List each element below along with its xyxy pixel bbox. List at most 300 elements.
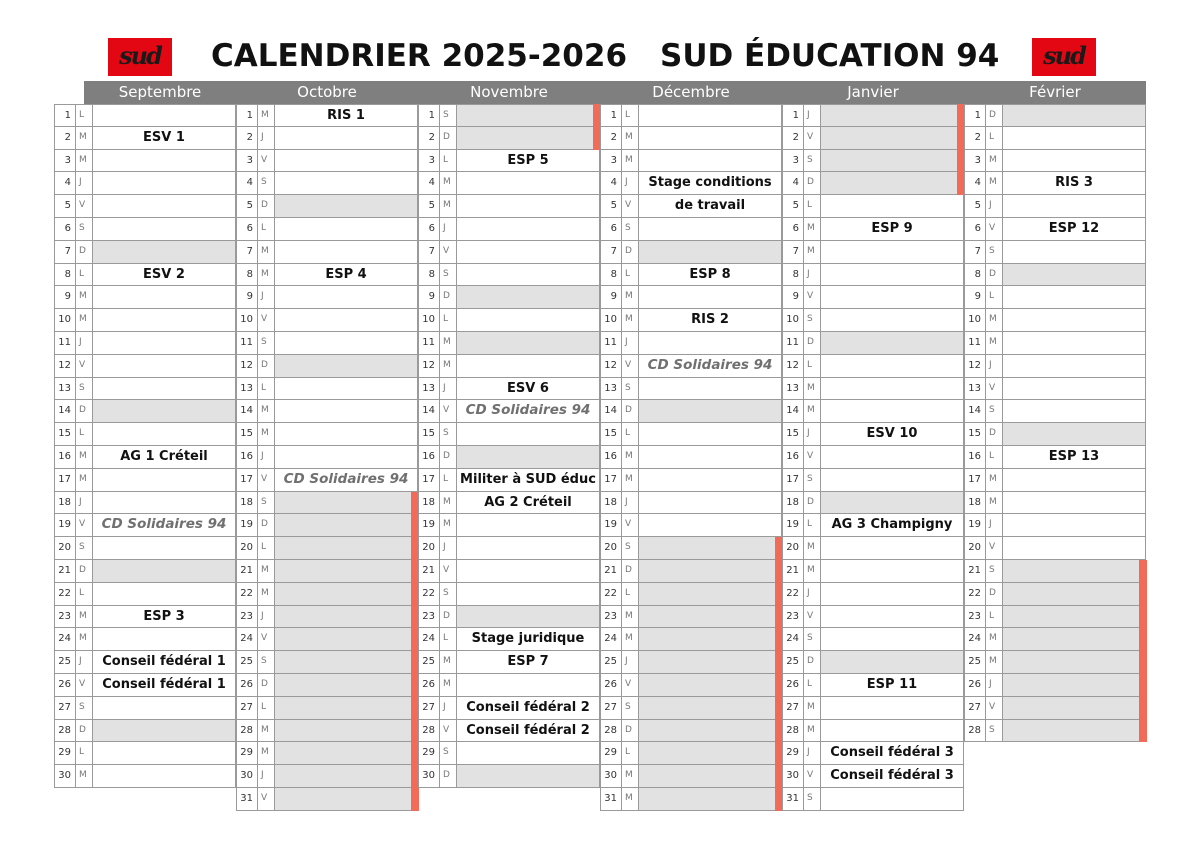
day-number: 9	[236, 286, 258, 309]
day-row	[782, 788, 964, 811]
event-cell	[275, 241, 418, 264]
weekday-letter: S	[622, 537, 639, 560]
day-row	[964, 172, 1146, 195]
event-cell	[93, 172, 236, 195]
weekday-letter: S	[440, 742, 457, 765]
day-number: 23	[54, 606, 76, 629]
event-cell: Conseil fédéral 2	[457, 697, 600, 720]
day-row	[236, 104, 418, 127]
weekday-letter: L	[258, 378, 275, 401]
day-row	[236, 788, 418, 811]
day-number: 15	[418, 423, 440, 446]
weekday-letter: V	[440, 720, 457, 743]
event-cell	[639, 606, 782, 629]
event-cell: AG 3 Champigny	[821, 514, 964, 537]
weekday-letter: M	[622, 606, 639, 629]
weekday-letter: J	[440, 218, 457, 241]
day-row	[782, 651, 964, 674]
event-cell	[1003, 264, 1146, 287]
day-number: 1	[418, 104, 440, 127]
event-cell	[639, 400, 782, 423]
weekday-letter: M	[258, 423, 275, 446]
weekday-letter: V	[440, 560, 457, 583]
day-number: 6	[782, 218, 804, 241]
day-row	[600, 560, 782, 583]
event-cell	[93, 423, 236, 446]
event-cell	[639, 446, 782, 469]
event-cell	[275, 172, 418, 195]
weekday-letter: S	[804, 469, 821, 492]
day-number: 12	[418, 355, 440, 378]
weekday-letter: J	[258, 765, 275, 788]
day-number: 28	[54, 720, 76, 743]
weekday-letter: M	[804, 560, 821, 583]
event-cell	[93, 309, 236, 332]
day-row	[54, 583, 236, 606]
weekday-letter: M	[440, 172, 457, 195]
day-number: 8	[600, 264, 622, 287]
weekday-letter: S	[76, 218, 93, 241]
day-row	[54, 765, 236, 788]
event-cell	[93, 742, 236, 765]
day-number: 6	[418, 218, 440, 241]
month-header: Novembre	[418, 81, 600, 104]
day-row	[418, 286, 600, 309]
weekday-letter: L	[76, 742, 93, 765]
event-cell	[275, 514, 418, 537]
day-number: 20	[782, 537, 804, 560]
day-row	[236, 560, 418, 583]
weekday-letter: S	[986, 400, 1003, 423]
day-number: 4	[600, 172, 622, 195]
day-number: 26	[782, 674, 804, 697]
weekday-letter: S	[76, 378, 93, 401]
day-number: 25	[600, 651, 622, 674]
day-number: 15	[964, 423, 986, 446]
weekday-letter: L	[440, 628, 457, 651]
event-cell	[457, 423, 600, 446]
day-row	[964, 104, 1146, 127]
day-number: 29	[600, 742, 622, 765]
day-number: 25	[782, 651, 804, 674]
event-cell: Conseil fédéral 3	[821, 742, 964, 765]
day-row	[418, 560, 600, 583]
day-row	[54, 241, 236, 264]
weekday-letter: M	[440, 674, 457, 697]
weekday-letter: L	[986, 446, 1003, 469]
day-row	[236, 218, 418, 241]
event-cell	[93, 400, 236, 423]
event-cell	[639, 332, 782, 355]
weekday-letter: D	[804, 651, 821, 674]
day-number: 7	[236, 241, 258, 264]
weekday-letter: V	[258, 150, 275, 173]
weekday-letter: D	[440, 765, 457, 788]
weekday-letter: J	[258, 127, 275, 150]
weekday-letter: L	[622, 583, 639, 606]
weekday-letter: M	[986, 492, 1003, 515]
event-cell: Conseil fédéral 1	[93, 651, 236, 674]
event-cell	[93, 628, 236, 651]
day-row	[782, 423, 964, 446]
event-cell	[457, 355, 600, 378]
day-number: 23	[418, 606, 440, 629]
day-number: 2	[418, 127, 440, 150]
day-number: 3	[600, 150, 622, 173]
day-row	[782, 514, 964, 537]
day-number: 26	[600, 674, 622, 697]
weekday-letter: M	[258, 400, 275, 423]
day-row	[782, 720, 964, 743]
day-row	[964, 423, 1146, 446]
weekday-letter: M	[986, 332, 1003, 355]
day-number: 12	[54, 355, 76, 378]
day-row	[964, 651, 1146, 674]
event-cell	[821, 400, 964, 423]
day-row	[54, 332, 236, 355]
day-row	[236, 264, 418, 287]
event-cell	[93, 492, 236, 515]
weekday-letter: M	[76, 469, 93, 492]
day-row	[782, 628, 964, 651]
weekday-letter: M	[258, 742, 275, 765]
day-row	[418, 514, 600, 537]
day-number: 1	[236, 104, 258, 127]
day-number: 15	[54, 423, 76, 446]
weekday-letter: M	[986, 651, 1003, 674]
day-row	[782, 378, 964, 401]
month-décembre	[600, 81, 782, 811]
weekday-letter: V	[804, 446, 821, 469]
day-row	[600, 674, 782, 697]
day-number: 30	[54, 765, 76, 788]
day-number: 31	[236, 788, 258, 811]
day-number: 22	[600, 583, 622, 606]
weekday-letter: D	[440, 286, 457, 309]
day-row	[54, 514, 236, 537]
weekday-letter: M	[986, 150, 1003, 173]
day-number: 23	[782, 606, 804, 629]
day-row	[236, 720, 418, 743]
month-header: Février	[964, 81, 1146, 104]
weekday-letter: V	[804, 765, 821, 788]
event-cell	[93, 104, 236, 127]
day-row	[418, 218, 600, 241]
weekday-letter: M	[440, 514, 457, 537]
event-cell: CD Solidaires 94	[457, 400, 600, 423]
day-row	[54, 104, 236, 127]
event-cell	[1003, 127, 1146, 150]
weekday-letter: D	[622, 241, 639, 264]
weekday-letter: M	[258, 241, 275, 264]
day-number: 30	[236, 765, 258, 788]
day-row	[782, 697, 964, 720]
day-number: 28	[782, 720, 804, 743]
day-row	[600, 628, 782, 651]
day-row	[418, 172, 600, 195]
day-number: 4	[54, 172, 76, 195]
day-row	[782, 765, 964, 788]
day-number: 14	[236, 400, 258, 423]
day-row	[418, 651, 600, 674]
weekday-letter: S	[76, 537, 93, 560]
day-row	[782, 492, 964, 515]
weekday-letter: M	[804, 218, 821, 241]
page-title: CALENDRIER 2025-2026	[211, 38, 628, 74]
event-cell	[93, 218, 236, 241]
day-row	[236, 286, 418, 309]
event-cell	[275, 355, 418, 378]
weekday-letter: L	[804, 514, 821, 537]
event-cell	[275, 309, 418, 332]
day-row	[418, 264, 600, 287]
day-number: 24	[54, 628, 76, 651]
day-number: 13	[54, 378, 76, 401]
day-row	[600, 537, 782, 560]
event-cell	[639, 560, 782, 583]
event-cell: ESV 1	[93, 127, 236, 150]
month-header: Septembre	[84, 81, 236, 104]
day-row	[964, 674, 1146, 697]
event-cell	[275, 400, 418, 423]
weekday-letter: M	[258, 583, 275, 606]
event-cell	[93, 378, 236, 401]
day-number: 5	[782, 195, 804, 218]
day-number: 29	[236, 742, 258, 765]
day-row	[964, 606, 1146, 629]
event-cell	[457, 742, 600, 765]
day-row	[600, 309, 782, 332]
day-row	[782, 309, 964, 332]
day-number: 26	[964, 674, 986, 697]
day-row	[964, 286, 1146, 309]
event-cell	[457, 674, 600, 697]
event-cell	[93, 560, 236, 583]
weekday-letter: V	[258, 469, 275, 492]
day-row	[418, 150, 600, 173]
event-cell	[821, 355, 964, 378]
day-number: 22	[964, 583, 986, 606]
weekday-letter: M	[622, 309, 639, 332]
day-number: 8	[54, 264, 76, 287]
weekday-letter: S	[258, 172, 275, 195]
weekday-letter: L	[622, 742, 639, 765]
event-cell	[639, 469, 782, 492]
day-row	[54, 400, 236, 423]
day-row	[236, 195, 418, 218]
day-row	[600, 264, 782, 287]
weekday-letter: J	[804, 583, 821, 606]
day-number: 15	[782, 423, 804, 446]
event-cell: AG 1 Créteil	[93, 446, 236, 469]
weekday-letter: V	[622, 195, 639, 218]
event-cell	[639, 423, 782, 446]
day-number: 16	[236, 446, 258, 469]
event-cell	[821, 560, 964, 583]
day-number: 19	[54, 514, 76, 537]
day-number: 18	[964, 492, 986, 515]
weekday-letter: M	[76, 765, 93, 788]
weekday-letter: J	[76, 651, 93, 674]
day-number: 11	[236, 332, 258, 355]
event-cell	[1003, 469, 1146, 492]
event-cell	[275, 788, 418, 811]
day-number: 2	[782, 127, 804, 150]
event-cell	[275, 195, 418, 218]
day-row	[54, 469, 236, 492]
day-number: 22	[236, 583, 258, 606]
weekday-letter: J	[622, 172, 639, 195]
weekday-letter: V	[986, 697, 1003, 720]
event-cell	[275, 446, 418, 469]
day-row	[600, 788, 782, 811]
weekday-letter: M	[622, 446, 639, 469]
day-number: 14	[964, 400, 986, 423]
day-number: 16	[782, 446, 804, 469]
day-row	[418, 446, 600, 469]
day-row	[54, 560, 236, 583]
weekday-letter: D	[76, 400, 93, 423]
day-row	[54, 446, 236, 469]
event-cell	[1003, 104, 1146, 127]
event-cell	[639, 104, 782, 127]
event-cell: ESP 9	[821, 218, 964, 241]
event-cell	[275, 150, 418, 173]
weekday-letter: V	[76, 195, 93, 218]
day-number: 6	[236, 218, 258, 241]
event-cell	[1003, 423, 1146, 446]
event-cell	[275, 492, 418, 515]
weekday-letter: J	[258, 286, 275, 309]
day-row	[782, 742, 964, 765]
event-cell	[275, 583, 418, 606]
day-row	[418, 492, 600, 515]
day-number: 18	[600, 492, 622, 515]
weekday-letter: M	[622, 150, 639, 173]
day-row	[782, 583, 964, 606]
event-cell	[1003, 514, 1146, 537]
weekday-letter: M	[76, 606, 93, 629]
weekday-letter: D	[986, 264, 1003, 287]
weekday-letter: M	[440, 492, 457, 515]
day-row	[418, 309, 600, 332]
event-cell	[457, 218, 600, 241]
day-row	[964, 446, 1146, 469]
day-row	[964, 195, 1146, 218]
day-number: 8	[964, 264, 986, 287]
day-row	[782, 355, 964, 378]
event-cell	[639, 218, 782, 241]
day-row	[782, 127, 964, 150]
day-row	[236, 606, 418, 629]
day-row	[600, 720, 782, 743]
day-row	[782, 446, 964, 469]
day-row	[782, 264, 964, 287]
day-number: 14	[54, 400, 76, 423]
day-number: 30	[782, 765, 804, 788]
event-cell	[639, 628, 782, 651]
weekday-letter: V	[622, 674, 639, 697]
day-number: 3	[236, 150, 258, 173]
weekday-letter: L	[986, 606, 1003, 629]
day-row	[600, 150, 782, 173]
day-row	[782, 332, 964, 355]
month-novembre	[418, 81, 600, 788]
day-row	[236, 651, 418, 674]
day-row	[236, 628, 418, 651]
day-number: 24	[782, 628, 804, 651]
day-row	[964, 332, 1146, 355]
day-number: 6	[54, 218, 76, 241]
weekday-letter: V	[76, 355, 93, 378]
weekday-letter: J	[440, 537, 457, 560]
day-row	[782, 241, 964, 264]
day-row	[600, 104, 782, 127]
event-cell	[1003, 286, 1146, 309]
event-cell: ESP 4	[275, 264, 418, 287]
weekday-letter: S	[804, 628, 821, 651]
day-number: 29	[418, 742, 440, 765]
day-row	[600, 514, 782, 537]
weekday-letter: S	[804, 788, 821, 811]
day-row	[782, 537, 964, 560]
day-row	[54, 378, 236, 401]
day-row	[418, 697, 600, 720]
day-number: 8	[418, 264, 440, 287]
month-octobre	[236, 81, 418, 811]
event-cell	[275, 606, 418, 629]
day-row	[600, 492, 782, 515]
event-cell	[639, 720, 782, 743]
month-janvier	[782, 81, 964, 811]
day-row	[236, 742, 418, 765]
weekday-letter: S	[986, 241, 1003, 264]
school-holiday-bar	[1139, 560, 1147, 742]
day-row	[418, 720, 600, 743]
event-cell	[93, 537, 236, 560]
day-number: 8	[782, 264, 804, 287]
event-cell	[275, 765, 418, 788]
event-cell	[93, 697, 236, 720]
day-row	[964, 218, 1146, 241]
event-cell: AG 2 Créteil	[457, 492, 600, 515]
weekday-letter: L	[622, 104, 639, 127]
weekday-letter: S	[258, 651, 275, 674]
day-number: 28	[418, 720, 440, 743]
day-row	[964, 309, 1146, 332]
day-number: 22	[54, 583, 76, 606]
day-number: 31	[600, 788, 622, 811]
event-cell	[275, 537, 418, 560]
event-cell	[639, 651, 782, 674]
event-cell: ESP 5	[457, 150, 600, 173]
day-number: 6	[600, 218, 622, 241]
day-number: 4	[782, 172, 804, 195]
event-cell	[275, 628, 418, 651]
event-cell	[639, 788, 782, 811]
day-row	[600, 742, 782, 765]
weekday-letter: M	[986, 628, 1003, 651]
event-cell	[275, 423, 418, 446]
weekday-letter: L	[76, 264, 93, 287]
day-number: 25	[236, 651, 258, 674]
weekday-letter: V	[258, 788, 275, 811]
event-cell: ESP 11	[821, 674, 964, 697]
weekday-letter: J	[986, 674, 1003, 697]
weekday-letter: S	[986, 560, 1003, 583]
event-cell	[639, 378, 782, 401]
event-cell	[639, 742, 782, 765]
